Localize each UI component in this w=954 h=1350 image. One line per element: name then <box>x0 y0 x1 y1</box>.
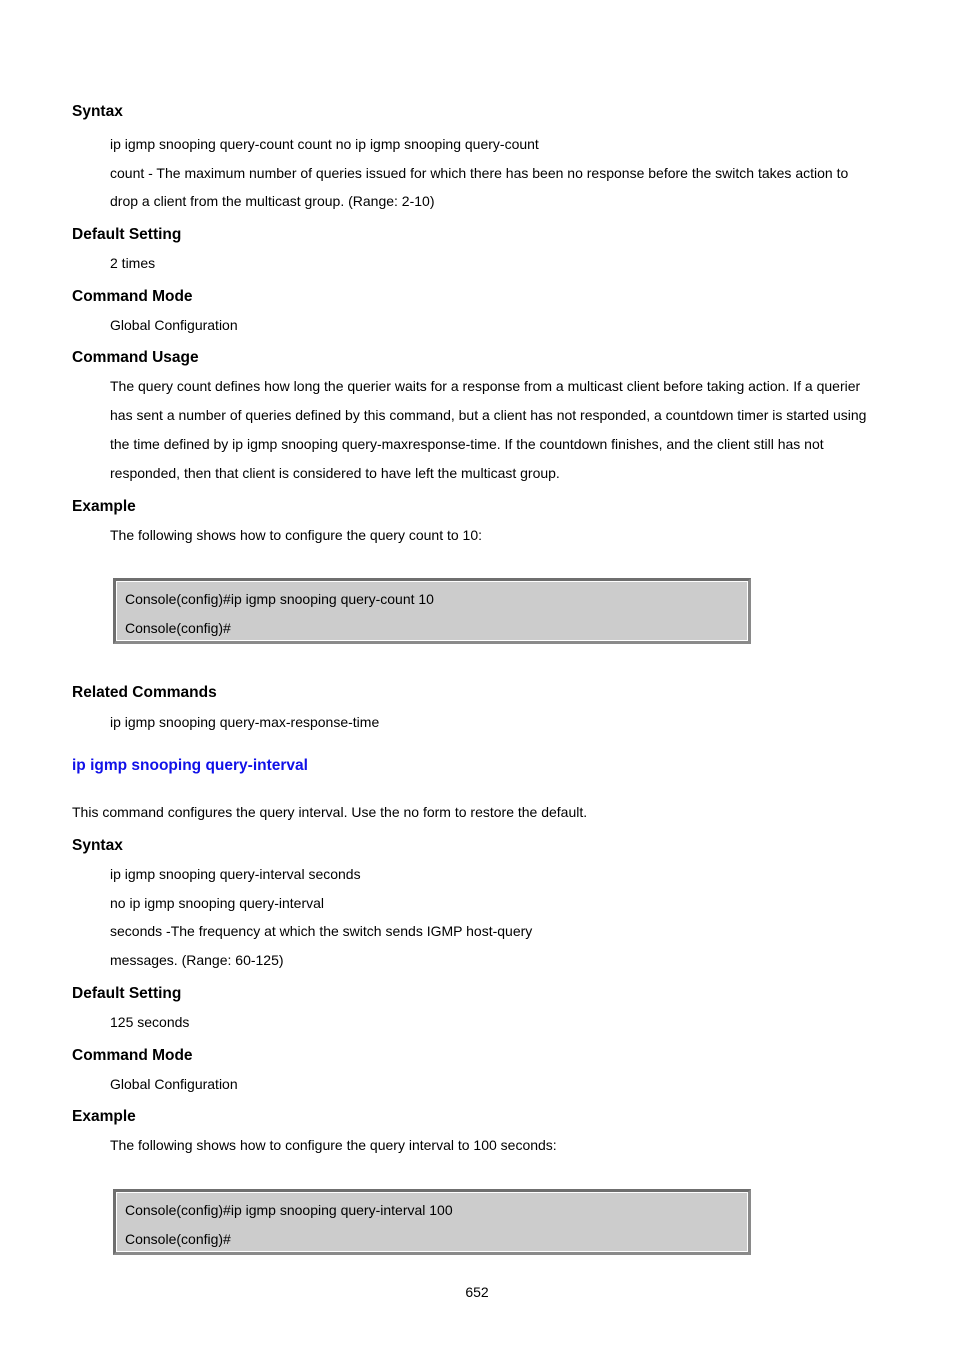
command-mode-value: Global Configuration <box>110 317 238 333</box>
command-title-link[interactable]: ip igmp snooping query-interval <box>72 757 308 774</box>
syntax-heading: Syntax <box>72 837 123 854</box>
command-usage-line: the time defined by ip igmp snooping query-maxresponse-time. If the countdown finishes, and the client still has not <box>110 436 824 452</box>
example-intro: The following shows how to configure the query count to 10: <box>110 527 482 543</box>
parameter-line: drop a client from the multicast group. (Range: 2-10) <box>110 193 435 209</box>
parameter-line: messages. (Range: 60-125) <box>110 952 284 968</box>
console-line: Console(config)#ip igmp snooping query-interval 100 <box>125 1202 453 1218</box>
command-usage-line: The query count defines how long the querier waits for a response from a multicast client before taking action. If a querier <box>110 378 861 394</box>
related-commands-heading: Related Commands <box>72 684 217 701</box>
command-mode-heading: Command Mode <box>72 288 193 305</box>
parameter-line: seconds -The frequency at which the switch sends IGMP host-query <box>110 923 533 939</box>
syntax-line: ip igmp snooping query-interval seconds <box>110 866 361 882</box>
syntax-line: ip igmp snooping query-count count no ip igmp snooping query-count <box>110 136 539 152</box>
console-example-box <box>113 578 751 644</box>
default-setting-heading: Default Setting <box>72 985 182 1002</box>
default-setting-heading: Default Setting <box>72 226 182 243</box>
example-intro: The following shows how to configure the query interval to 100 seconds: <box>110 1137 557 1153</box>
default-setting-value: 125 seconds <box>110 1014 190 1030</box>
page-number: 652 <box>465 1284 489 1300</box>
console-line: Console(config)#ip igmp snooping query-count 10 <box>125 591 434 607</box>
console-line: Console(config)# <box>125 620 231 636</box>
syntax-heading: Syntax <box>72 103 123 120</box>
related-commands-value: ip igmp snooping query-max-response-time <box>110 714 380 730</box>
default-setting-value: 2 times <box>110 255 156 271</box>
command-description: This command configures the query interval. Use the no form to restore the default. <box>72 804 588 820</box>
command-usage-line: has sent a number of queries defined by this command, but a client has not responded, a countdown timer is started using <box>110 407 867 423</box>
command-usage-line: responded, then that client is considered to have left the multicast group. <box>110 465 560 481</box>
command-mode-value: Global Configuration <box>110 1076 238 1092</box>
example-heading: Example <box>72 498 136 515</box>
syntax-line: no ip igmp snooping query-interval <box>110 895 325 911</box>
example-heading: Example <box>72 1108 136 1125</box>
command-mode-heading: Command Mode <box>72 1047 193 1064</box>
parameter-line: count - The maximum number of queries issued for which there has been no response before the switch takes action to <box>110 165 849 181</box>
console-line: Console(config)# <box>125 1231 231 1247</box>
command-usage-heading: Command Usage <box>72 349 199 366</box>
console-example-box <box>113 1189 751 1255</box>
